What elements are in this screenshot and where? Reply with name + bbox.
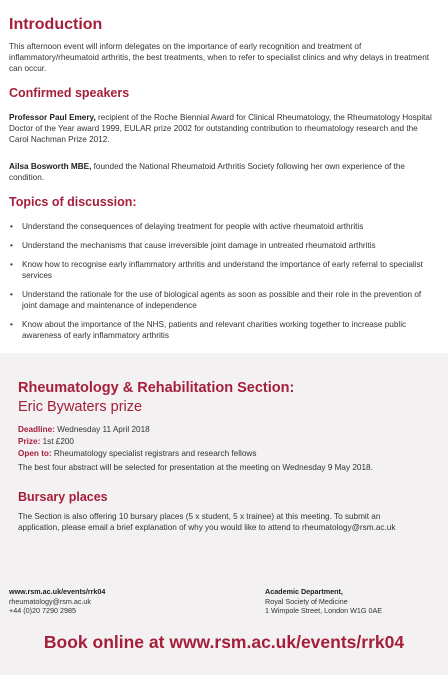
- bursary-heading: Bursary places: [18, 490, 108, 504]
- prize-name: Eric Bywaters prize: [18, 399, 143, 415]
- bullet-icon: •: [10, 260, 13, 269]
- contact-details: [9, 587, 105, 616]
- speaker-bio: recipient of the Roche Biennial Award for Clinical Rheumatology, the Rheumatology Hospital Doctor of the Year award 1999, EULAR prize 2002 for outstanding contribution to rheumatology research and the Carol Nachman Prize 2012.: [9, 113, 432, 144]
- prize-label: Prize:: [18, 437, 41, 446]
- address-block: [265, 587, 382, 616]
- book-online-link[interactable]: Book online at www.rsm.ac.uk/events/rrk04: [43, 632, 405, 652]
- event-url-link[interactable]: www.rsm.ac.uk/events/rrk04: [9, 587, 106, 596]
- topic-text: Understand the mechanisms that cause irreversible joint damage in untreated rheumatoid arthritis: [22, 241, 376, 250]
- speaker-name: Professor Paul Emery,: [9, 113, 96, 122]
- organisation-name: Royal Society of Medicine: [265, 596, 348, 606]
- deadline-value: Wednesday 11 April 2018: [54, 425, 150, 434]
- speaker-paul-emery: [9, 112, 439, 145]
- topics-heading: Topics of discussion:: [9, 195, 137, 209]
- bullet-icon: •: [10, 320, 13, 329]
- open-to-label: Open to:: [18, 449, 52, 458]
- bullet-icon: •: [10, 222, 13, 231]
- prize-row: [18, 436, 74, 447]
- bullet-icon: •: [10, 290, 13, 299]
- deadline-label: Deadline:: [18, 425, 55, 434]
- topic-text: Know about the importance of the NHS, patients and relevant charities working together to increase public awareness of early inflammatory arthritis: [22, 320, 407, 340]
- prize-value: 1st £200: [40, 437, 74, 446]
- department-name: Academic Department,: [265, 587, 343, 596]
- prize-section-heading: Rheumatology & Rehabilitation Section:: [18, 380, 295, 396]
- prize-note: The best four abstract will be selected for presentation at the meeting on Wednesday 9 May 2018.: [18, 463, 373, 472]
- street-address: 1 Wimpole Street, London W1G 0AE: [265, 606, 383, 615]
- deadline-row: [18, 424, 150, 435]
- intro-heading: Introduction: [9, 16, 103, 33]
- bullet-icon: •: [10, 241, 13, 250]
- list-item: [9, 221, 437, 232]
- open-to-row: [18, 448, 256, 459]
- open-to-value: Rheumatology specialist registrars and research fellows: [51, 449, 257, 458]
- topic-text: Understand the rationale for the use of biological agents as soon as possible and their role in the prevention of joint damage and maintenance of independence: [22, 290, 422, 310]
- list-item: [9, 319, 437, 341]
- bursary-text: The Section is also offering 10 bursary places (5 x student, 5 x trainee) at this meeting. To submit an application, please email a brief explanation of why you would like to attend to rheumatology@rsm.ac.uk: [18, 512, 396, 532]
- list-item: [9, 240, 437, 251]
- speakers-heading: Confirmed speakers: [9, 86, 130, 100]
- intro-paragraph: This afternoon event will inform delegates on the importance of early recognition and treatment of inflammatory/rheumatoid arthritis, the best treatments, when to refer to specialist clinics and why delays in treatment can occur.: [9, 42, 430, 73]
- speaker-ailsa-bosworth: [9, 161, 439, 183]
- topic-text: Understand the consequences of delaying treatment for people with active rheumatoid arthritis: [22, 222, 364, 231]
- topics-list: [9, 221, 437, 349]
- speaker-bio: founded the National Rheumatoid Arthritis Society following her own experience of the condition.: [9, 162, 405, 182]
- phone-number: +44 (0)20 7290 2985: [9, 606, 76, 615]
- list-item: [9, 259, 437, 281]
- list-item: [9, 289, 437, 311]
- speaker-name: Ailsa Bosworth MBE,: [9, 162, 92, 171]
- topic-text: Know how to recognise early inflammatory arthritis and understand the importance of early referral to specialist services: [22, 260, 423, 280]
- email-link[interactable]: rheumatology@rsm.ac.uk: [9, 596, 91, 606]
